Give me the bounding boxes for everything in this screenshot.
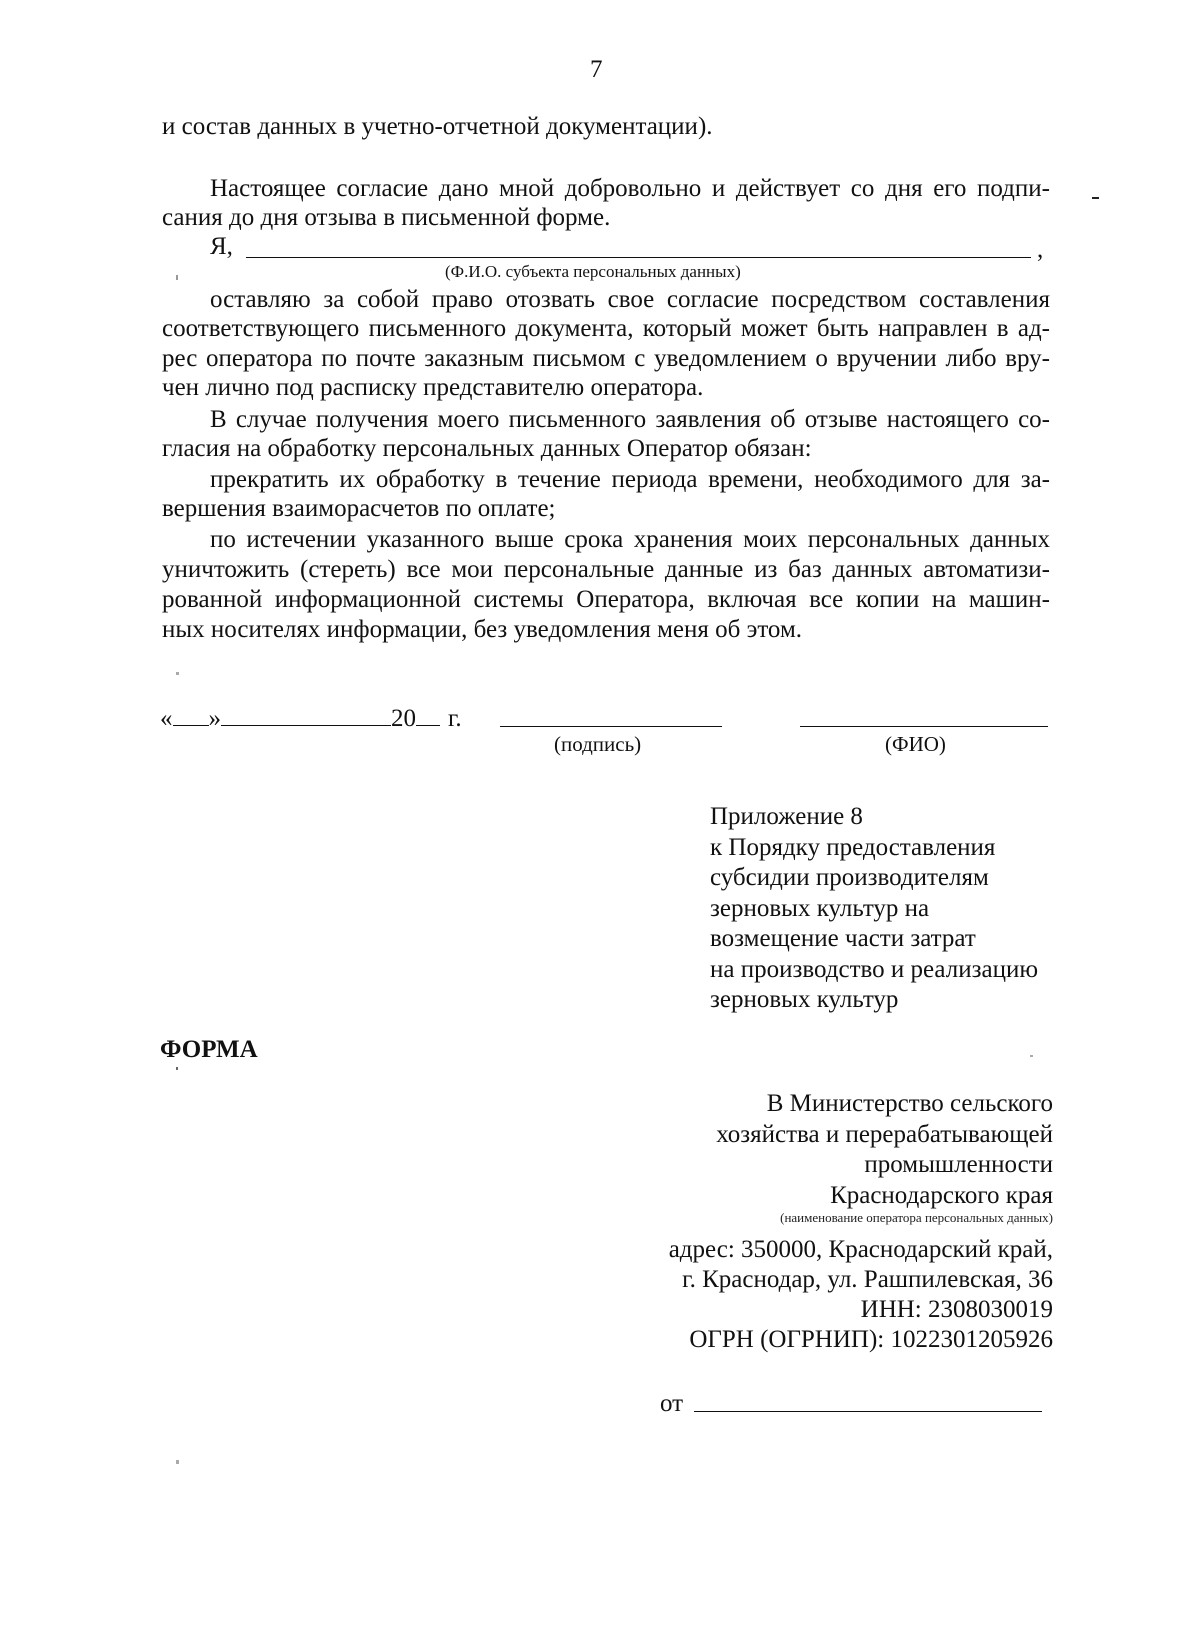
addressee-line: промышленности	[864, 1151, 1053, 1178]
appendix-line: возмещение части затрат	[710, 925, 976, 952]
paragraph-line: гласия на обработку персональных данных Оператор обязан:	[162, 435, 812, 462]
scan-mark	[176, 1460, 179, 1464]
paragraph-line: сания до дня отзыва в письменной форме.	[162, 204, 611, 231]
fio-blank-line	[246, 257, 1031, 258]
signature-caption: (подпись)	[554, 732, 642, 756]
address-line: ОГРН (ОГРНИП): 1022301205926	[689, 1326, 1053, 1353]
address-line: адрес: 350000, Краснодарский край,	[668, 1236, 1053, 1263]
appendix-block	[710, 802, 1038, 1016]
scan-mark	[176, 275, 178, 280]
from-blank-line	[694, 1411, 1042, 1412]
quote-open: «	[160, 705, 173, 732]
paragraph-line: и состав данных в учетно-отчетной документации).	[162, 113, 713, 140]
scan-mark	[1030, 1055, 1033, 1057]
year-suffix: г.	[448, 705, 462, 732]
from-label: от	[660, 1390, 684, 1417]
appendix-line: зерновых культур	[710, 986, 899, 1013]
paragraph-line: чен лично под расписку представителю оператора.	[162, 374, 704, 401]
appendix-line: Приложение 8	[710, 803, 863, 830]
scan-mark	[176, 1067, 178, 1070]
page-number: 7	[590, 56, 603, 83]
year-blank	[416, 725, 440, 726]
ya-comma: ,	[1037, 236, 1044, 263]
ya-label: Я,	[210, 233, 233, 260]
year-prefix: 20	[391, 705, 416, 732]
addressee-line: В Министерство сельского	[766, 1090, 1053, 1117]
paragraph-line: рес оператора по почте заказным письмом с уведомлением о вручении либо вру-	[162, 345, 1050, 372]
fio-signature-caption: (ФИО)	[885, 732, 946, 756]
paragraph-line: вершения взаиморасчетов по оплате;	[162, 495, 556, 522]
paragraph-line: прекратить их обработку в течение периода времени, необходимого для за-	[210, 466, 1050, 493]
paragraph-line: Настоящее согласие дано мной добровольно и действует со дня его подпи-	[210, 175, 1050, 202]
addressee-line: Краснодарского края	[830, 1181, 1053, 1209]
addressee-line: хозяйства и перерабатывающей	[716, 1120, 1053, 1148]
paragraph-line: соответствующего письменного документа, который может быть направлен в ад-	[162, 315, 1050, 342]
appendix-line: на производство и реализацию	[710, 955, 1039, 983]
paragraph-line: В случае получения моего письменного заявления об отзыве настоящего со-	[210, 406, 1050, 433]
signature-blank-line	[500, 726, 722, 727]
scan-mark	[1092, 197, 1099, 199]
appendix-line: субсидии производителям	[710, 864, 989, 891]
paragraph-line: рованной информационной системы Оператора, включая все копии на машин-	[162, 586, 1050, 613]
paragraph-line: по истечении указанного выше срока хранения моих персональных данных	[210, 526, 1050, 553]
fio-caption: (Ф.И.О. субъекта персональных данных)	[445, 262, 741, 281]
day-blank	[173, 725, 209, 726]
paragraph-line: ных носителях информации, без уведомления меня об этом.	[162, 616, 803, 643]
addressee-block	[716, 1089, 1053, 1211]
month-blank	[221, 725, 391, 726]
appendix-line: к Порядку предоставления	[710, 833, 996, 861]
address-line: г. Краснодар, ул. Рашпилевская, 36	[682, 1266, 1053, 1293]
scan-mark	[176, 672, 179, 675]
quote-close: »	[208, 705, 221, 732]
address-block	[669, 1235, 1053, 1355]
fio-signature-blank-line	[800, 726, 1048, 727]
date-field	[160, 704, 462, 734]
operator-caption: (наименование оператора персональных данных)	[780, 1210, 1053, 1225]
address-line: ИНН: 2308030019	[860, 1296, 1053, 1323]
form-title: ФОРМА	[160, 1036, 258, 1063]
paragraph-line: оставляю за собой право отозвать свое согласие посредством составления	[210, 286, 1050, 313]
paragraph-line: уничтожить (стереть) все мои персональные данные из баз данных автоматизи-	[162, 556, 1050, 583]
appendix-line: зерновых культур на	[710, 894, 930, 922]
